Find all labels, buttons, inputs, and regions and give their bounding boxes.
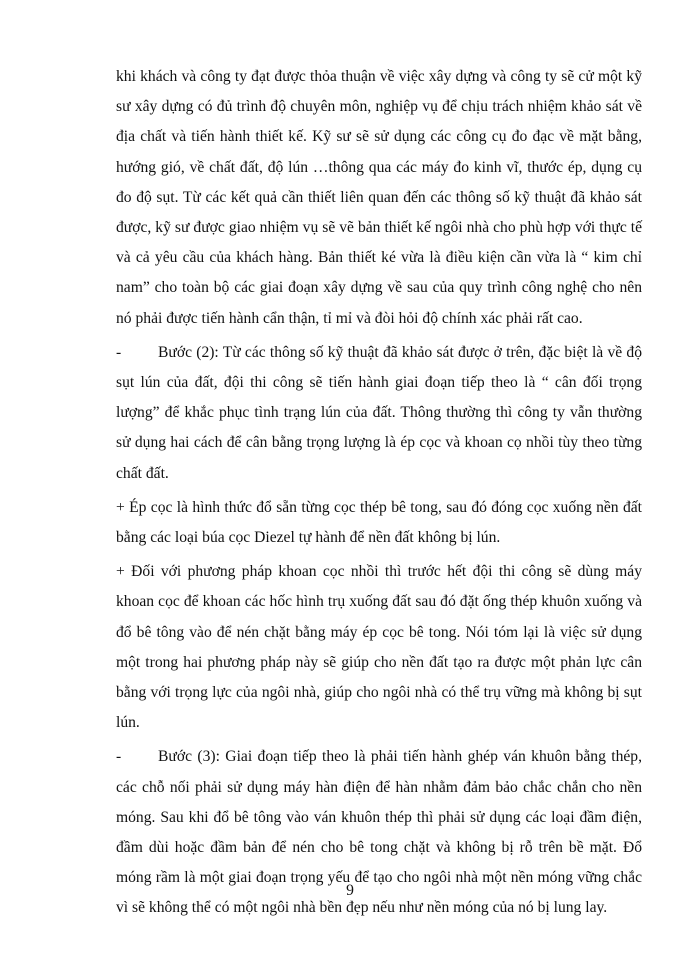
step-2-text: Bước (2): Từ các thông số kỹ thuật đã khảo sát được ở trên, đặc biệt là về độ sụt lún của đất, đội thi công sẽ tiến hành giai đoạn tiếp theo là “ cân đối trọng lượng” để khắc phục tình trạng lún của đất. Thông thường thì công ty vẫn thường sử dụng hai cách để cân bằng trọng lượng là ép cọc và khoan cọ nhồi tùy theo từng chất đất. [116,343,642,482]
paragraph-site-survey: khi khách và công ty đạt được thỏa thuận về việc xây dựng và công ty sẽ cử một kỹ sư xây dựng có đủ trình độ chuyên môn, nghiệp vụ để chịu trách nhiệm khảo sát về địa chất và tiến hành thiết kế. Kỹ sư sẽ sử dụng các công cụ đo đạc về mặt bằng, hướng gió, về chất đất, độ lún …thông qua các máy đo kinh vĩ, thước ép, dụng cụ đo độ sụt. Từ các kết quả cần thiết liên quan đến các thông số kỹ thuật đã khảo sát được, kỹ sư được giao nhiệm vụ sẽ vẽ bản thiết kế ngôi nhà cho phù hợp với thực tế và cả yêu cầu của khách hàng. Bản thiết ké vừa là điều kiện cần vừa là “ kim chỉ nam” cho toàn bộ các giai đoạn xây dựng về sau của quy trình công nghệ cho nên nó phải được tiến hành cẩn thận, tỉ mỉ và đòi hỏi độ chính xác phải rất cao. [116,68,642,327]
document-body [116,62,642,928]
list-dash: - [116,748,122,766]
list-dash: - [116,343,122,361]
page-number: 9 [346,882,354,899]
step-3-text: Bước (3): Giai đoạn tiếp theo là phải tiến hành ghép ván khuôn bằng thép, các chỗ nối phải sử dụng máy hàn điện để hàn nhằm đảm bảo chắc chắn cho nền móng. Sau khi đổ bê tông vào ván khuôn thép thì phải sử dụng các loại đầm điện, đầm dùi hoặc đầm bản để nén cho bê tong chặt và không bị rỗ trên bề mặt. Đổ móng rầm là một giai đoạn trọng yếu để tạo cho ngôi nhà một nền móng vững chắc vì sẽ không thể có một ngôi nhà bền đẹp nếu như nền móng của nó bị lung lay. [116,748,642,917]
paragraph-pile-pressing: + Ép cọc là hình thức đổ sẵn từng cọc thép bê tong, sau đó đóng cọc xuống nền đất bằng các loại búa cọc Diezel tự hành để nền đất không bị lún. [116,498,642,547]
paragraph-step-2 [116,338,642,489]
paragraph-bored-pile: + Đối với phương pháp khoan cọc nhồi thì trước hết đội thi công sẽ dùng máy khoan cọc để khoan các hốc hình trụ xuống đất sau đó đặt ống thép khuôn xuống và đổ bê tông vào để nén chặt bằng máy ép cọc bê tong. Nói tóm lại là việc sử dụng một trong hai phương pháp này sẽ giúp cho nền đất tạo ra được một phản lực cân bằng với trọng lực của ngôi nhà, giúp cho ngôi nhà có thể trụ vững mà không bị sụt lún. [116,563,642,732]
